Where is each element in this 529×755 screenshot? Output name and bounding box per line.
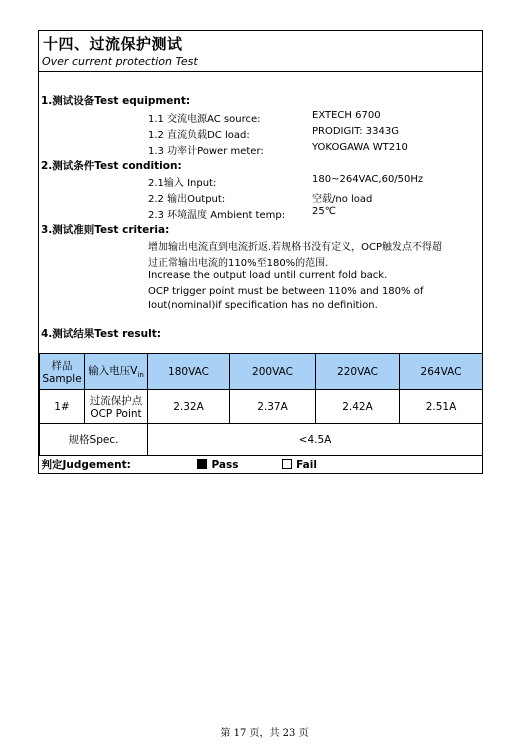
equipment-value: EXTECH 6700 [312,110,381,121]
equipment-value: PRODIGIT: 3343G [312,126,399,137]
fail-option: Fail [282,459,317,471]
ocp-result-table [39,353,483,472]
ocp-value: 2.42A [316,390,400,424]
condition-heading: 2.测试条件Test condition: [41,160,182,172]
equipment-label: 1.3 功率计Power meter: [148,146,264,157]
spec-row [40,424,483,456]
page-title: 十四、过流保护测试 [43,35,183,53]
title-divider [39,71,482,72]
voltage-header: 200VAC [230,354,316,390]
table-header-row [40,354,483,390]
ocp-value: 2.37A [230,390,316,424]
criteria-line: 过正常输出电流的110%至180%的范围. [148,258,329,269]
spec-label: 规格Spec. [40,424,148,456]
voltage-header: 220VAC [316,354,400,390]
page-footer: 第 17 页，共 23 页 [220,728,309,739]
condition-label: 2.2 输出Output: [148,194,226,205]
voltage-header: 180VAC [148,354,230,390]
condition-value: 空载/no load [312,194,373,205]
pass-option: Pass [197,459,238,471]
judgement-row [40,456,483,473]
criteria-line: Iout(nominal)if specification has no definition. [148,300,378,311]
condition-label: 2.1输入 Input: [148,178,217,189]
criteria-line: Increase the output load until current fold back. [148,270,388,281]
criteria-line: 增加输出电流直到电流折返.若规格书没有定义，OCP触发点不得超 [148,242,443,253]
ocp-value: 2.32A [148,390,230,424]
condition-label: 2.3 环境温度 Ambient temp: [148,210,286,221]
report-frame [38,30,483,474]
sample-id: 1# [40,390,85,424]
ocp-point-label: 过流保护点 OCP Point [85,390,148,424]
ocp-value: 2.51A [400,390,483,424]
input-voltage-header: 输入电压$V_{in}$ [85,354,148,390]
pass-checkbox-icon [197,459,207,469]
voltage-header: 264VAC [400,354,483,390]
equipment-label: 1.1 交流电源AC source: [148,114,261,125]
equipment-value: YOKOGAWA WT210 [312,142,408,153]
equipment-label: 1.2 直流负载DC load: [148,130,250,141]
judgement-label: 判定Judgement: [41,458,131,471]
spec-value: <4.5A [148,424,483,456]
fail-checkbox-icon [282,459,292,469]
sample-header: 样品 Sample [40,354,85,390]
condition-value: 180~264VAC,60/50Hz [312,174,424,185]
result-heading: 4.测试结果Test result: [41,328,161,340]
criteria-heading: 3.测试准则Test criteria: [41,224,170,236]
condition-value: 25℃ [312,206,336,217]
criteria-line: OCP trigger point must be between 110% and 180% of [148,286,424,297]
table-row [40,390,483,424]
page-subtitle: Over current protection Test [42,55,198,68]
equipment-heading: 1.测试设备Test equipment: [41,95,191,107]
